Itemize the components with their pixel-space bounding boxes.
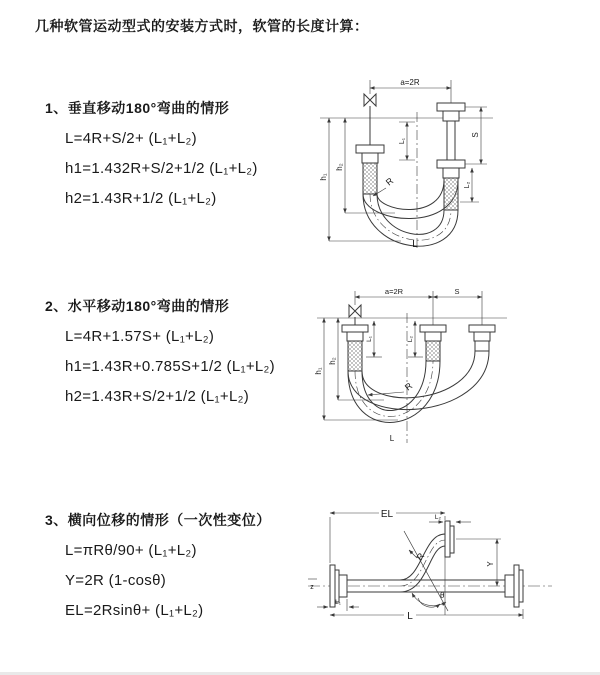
formula-line: L=4R+1.57S+ (L₁+L₂) (65, 328, 215, 345)
hose-curves (348, 351, 489, 422)
dim-label-s: S (454, 287, 460, 296)
braided-hose-section (363, 163, 377, 194)
formula-line: h1=1.43R+0.785S+1/2 (L₁+L₂) (65, 358, 275, 375)
section-1 (45, 98, 258, 214)
dim-label-h2: h₂ (335, 163, 344, 171)
dim-label-a2r: a=2R (400, 78, 420, 87)
dim-label-l1: L₁ (399, 137, 406, 145)
section-3-heading: 3、横向位移的情形（一次性变位） (45, 512, 271, 528)
braided-hose-section (444, 178, 458, 210)
page-title: 几种软管运动型式的安装方式时，软管的长度计算： (35, 18, 369, 34)
formula-line: L=πRθ/90+ (L₁+L₂) (65, 542, 197, 559)
dim-label-theta: θ (440, 591, 445, 600)
braided-hose-section (426, 341, 440, 361)
dim-label-a2r: a=2R (384, 287, 404, 296)
formula-line: h1=1.432R+S/2+1/2 (L₁+L₂) (65, 160, 258, 177)
pipe-and-hose (308, 521, 552, 611)
section-2-heading: 2、水平移动180°弯曲的情形 (45, 298, 230, 314)
dimension-labels (310, 509, 495, 622)
dim-label-l2: L₂ (464, 181, 471, 189)
dim-label-l2: L₂ (407, 335, 414, 343)
dim-label-l2: L₂ (434, 514, 442, 521)
braided-hose-section (348, 341, 362, 371)
section-3-formulas (65, 536, 271, 626)
dim-label-l1: L₁ (335, 599, 341, 606)
section-1-formulas (65, 124, 258, 214)
formula-line: h2=1.43R+1/2 (L₁+L₂) (65, 190, 217, 207)
section-3 (45, 510, 271, 626)
valve-icon (364, 94, 376, 106)
section-2 (45, 296, 275, 412)
dim-label-h1: h₁ (314, 367, 323, 375)
diagram-lateral-displacement (300, 503, 600, 658)
dim-label-h1: h₁ (319, 173, 328, 181)
formula-line: L=4R+S/2+ (L₁+L₂) (65, 130, 197, 147)
dim-label-l: L (407, 611, 413, 622)
section-2-formulas (65, 322, 275, 412)
formula-line: EL=2Rsinθ+ (L₁+L₂) (65, 602, 204, 619)
dim-label-l1: L₁ (366, 336, 373, 342)
formula-line: h2=1.43R+S/2+1/2 (L₁+L₂) (65, 388, 250, 405)
section-1-heading: 1、垂直移动180°弯曲的情形 (45, 100, 230, 116)
dim-label-r: R (414, 551, 427, 563)
valve-icon (349, 305, 361, 317)
diagram-horizontal-180-bend (312, 283, 600, 468)
dim-label-el: EL (380, 509, 394, 520)
diagram-vertical-180-bend (315, 72, 590, 262)
dim-label-y: Y (486, 561, 495, 567)
dim-label-l: L (412, 239, 418, 250)
dim-label-r: R (402, 380, 415, 393)
formula-line: Y=2R (1-cosθ) (65, 572, 167, 589)
dim-label-r: R (383, 175, 396, 188)
dim-label-s: S (471, 132, 480, 138)
centerline-z-mark: z (310, 584, 314, 591)
dim-label-l: L (389, 434, 395, 443)
dim-label-h2: h₂ (328, 357, 337, 365)
dimension-labels (314, 287, 460, 443)
